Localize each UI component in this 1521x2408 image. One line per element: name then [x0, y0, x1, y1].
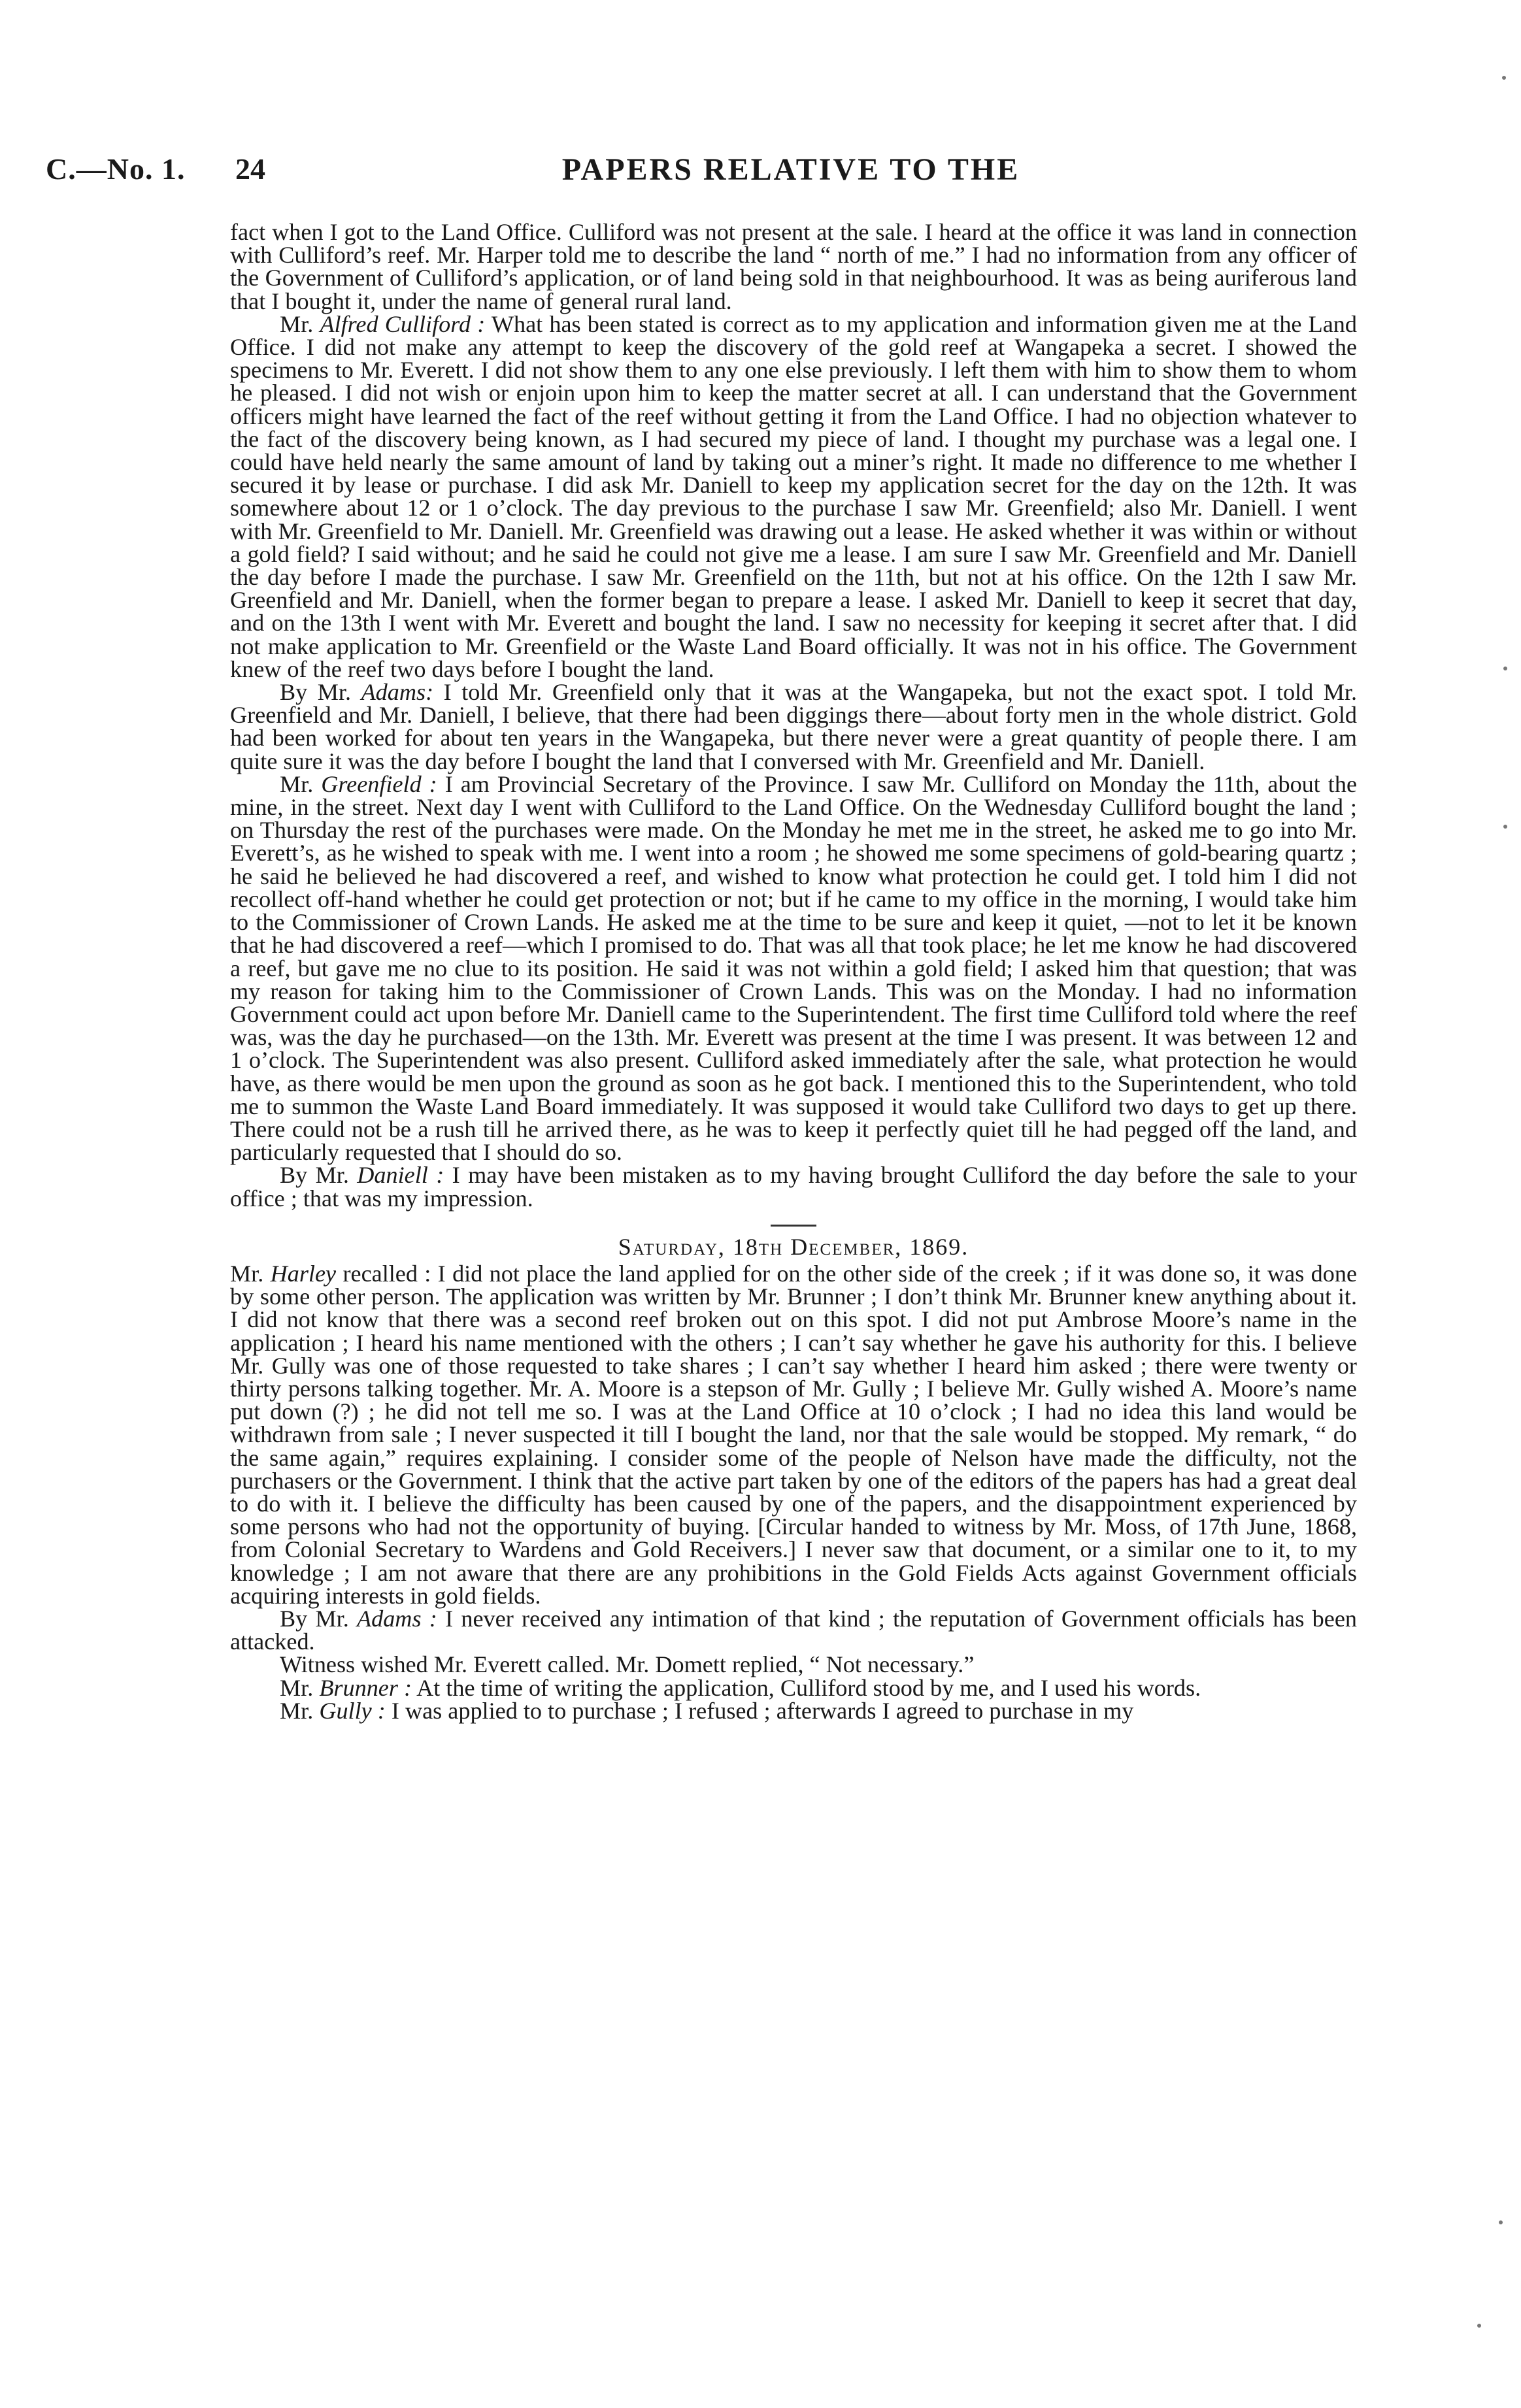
speaker-prefix: By Mr.: [280, 1605, 358, 1632]
paragraph: [230, 1164, 1357, 1210]
paragraph: [230, 681, 1357, 773]
speaker-prefix: Mr.: [280, 1697, 320, 1724]
scan-speck: [1499, 2220, 1503, 2224]
paragraph: [230, 310, 1357, 682]
paragraph-text: recalled : I did not place the land applied for on the other side of the creek ; if it was done so, it was done by some other person. The application was written by Mr. Brunner ; I don’t think Mr. Brunner knew anything about it. I did not know that there was a second reef broken out on this spot. I did not put Ambrose Moore’s name in the application ; I heard his name mentioned with the others ; I can’t say whether he gave his authority for this. I believe Mr. Gully was one of those requested to take shares ; I can’t say whether I heard him asked ; there were twenty or thirty persons talking together. Mr. A. Moore is a stepson of Mr. Gully ; I believe Mr. Gully wished A. Moore’s name put down (?) ; he did not tell me so. I was at the Land Office at 10 o’clock ; I had no idea this land would be withdrawn from sale ; I never suspected it till I bought the land, nor that the sale would be stopped. My remark, “ do the same again,” requires explaining. I consider some of the people of Nelson have made the difficulty, not the purchasers or the Government. I think that the active part taken by one of the editors of the papers has had a great deal to do with it. I believe the difficulty has been caused by one of the papers, and the disappointment experienced by some persons who had not the opportunity of buying. [Circular handed to witness by Mr. Moss, of 17th June, 1868, from Colonial Secretary to Wardens and Gold Receivers.] I never saw that document, or a similar one to it, to my knowledge ; I am not aware that there are any prohibitions in the Gold Fields Acts against Government officials acquiring interests in gold fields.: [230, 1260, 1357, 1609]
paragraph-text: I am Provincial Secretary of the Province. I saw Mr. Culliford on Monday the 11th, about the mine, in the street. Next day I went with Culliford to the Land Office. On the Wednesday Culliford bought the land ; on Thursday the rest of the purchases were made. On the Monday he met me in the street, he asked me to go into Mr. Everett’s, as he wished to speak with me. I went into a room ; he showed me some specimens of gold-bearing quartz ; he said he believed he had discovered a reef, and wished to know what protection he could get. I told him I did not recollect off-hand whether he could get protection or not; but if he came to my office in the morning, I would take him to the Commissioner of Crown Lands. He asked me at the time to be sure and keep it quiet, —not to let it be known that he had discovered a reef—which I promised to do. That was all that took place; he let me know he had discovered a reef, but gave me no clue to its position. He said it was not within a gold field; I asked him that question; that was my reason for taking him to the Commissioner of Crown Lands. This was on the Monday. I had no information Government could act upon before Mr. Daniell came to the Superintendent. The first time Culliford told where the reef was, was the day he purchased—on the 13th. Mr. Everett was present at the time I was present. It was between 12 and 1 o’clock. The Superintendent was also present. Culliford asked immediately after the sale, what protection he would have, as there would be men upon the ground as soon as he got back. I mentioned this to the Superintendent, who told me to summon the Waste Land Board immediately. It was supposed it would take Culliford two days to get up there. There could not be a rush till he arrived there, as he was to keep it perfectly quiet till he had pegged off the land, and particularly requested that I should do so.: [230, 770, 1358, 1166]
speaker-name: Brunner :: [319, 1674, 412, 1701]
section-divider: [771, 1225, 816, 1227]
scan-speck: [1477, 2324, 1481, 2328]
speaker-prefix: By Mr.: [280, 679, 361, 706]
speaker-prefix: Mr.: [280, 310, 320, 337]
paragraph-text: What has been stated is correct as to my application and information given me at the Land Office. I did not make any attempt to keep the discovery of the gold reef at Wangapeka a secret. I showed the specimens to Mr. Everett. I did not show them to any one else previously. I left them with him to show them to whom he pleased. I did not wish or enjoin upon him to keep the matter secret at all. I can understand that the Government officers might have learned the fact of the reef without getting it from the Land Office. I had no objection whatever to the fact of the discovery being known, as I had secured my piece of land. I thought my purchase was a legal one. I could have held nearly the same amount of land by taking out a miner’s right. It made no difference to me whether I secured it by lease or purchase. I did ask Mr. Daniell to keep my application secret for the day on the 12th. It was somewhere about 12 or 1 o’clock. The day previous to the purchase I saw Mr. Greenfield; also Mr. Daniell. I went with Mr. Greenfield to Mr. Daniell. Mr. Greenfield was drawing out a lease. He asked whether it was within or without a gold field? I said without; and he said he could not give me a lease. I am sure I saw Mr. Greenfield and Mr. Daniell the day before I made the purchase. I saw Mr. Greenfield on the 11th, but not at his office. On the 12th I saw Mr. Greenfield and Mr. Daniell, when the former began to prepare a lease. I asked Mr. Daniell to keep it secret that day, and on the 13th I went with Mr. Everett and bought the land. I saw no necessity for keeping it secret after that. I did not make application to Mr. Greenfield or the Waste Land Board officially. It was not in his office. The Government knew of the reef two days before I bought the land.: [230, 310, 1357, 682]
minutes-section-2: [230, 1262, 1357, 1723]
speaker-name: Daniell :: [357, 1162, 444, 1189]
paragraph-text: Witness wished Mr. Everett called. Mr. Domett replied, “ Not necessary.”: [280, 1651, 975, 1678]
speaker-prefix: By Mr.: [280, 1162, 358, 1189]
speaker-name: Harley: [270, 1260, 337, 1287]
date-heading: Saturday, 18th December, 1869.: [618, 1233, 969, 1260]
page-number: 24: [235, 152, 265, 186]
body-text: [230, 221, 1357, 1723]
paragraph: [230, 221, 1357, 313]
paragraph: [230, 1262, 1357, 1608]
speaker-name: Adams:: [361, 679, 434, 706]
speaker-prefix: Mr.: [280, 770, 322, 797]
scan-speck: [1503, 667, 1507, 670]
speaker-name: Greenfield :: [321, 770, 437, 797]
paragraph-text: I may have been mistaken as to my having brought Culliford the day before the sale to your office ; that was my impression.: [230, 1162, 1357, 1212]
minutes-section-1: [230, 221, 1357, 1210]
speaker-prefix: Mr.: [280, 1674, 320, 1701]
paragraph: [230, 1653, 1357, 1676]
document-reference: C.—No. 1.: [46, 152, 186, 186]
speaker-name: Alfred Culliford :: [320, 310, 486, 337]
paragraph: [230, 770, 1358, 1166]
paragraph: [230, 1697, 1357, 1724]
speaker-name: Gully :: [319, 1697, 386, 1724]
paragraph-text: fact when I got to the Land Office. Culliford was not present at the sale. I heard at the office it was land in connection with Culliford’s reef. Mr. Harper told me to describe the land “ north of me.” I had no information from any officer of the Government of Culliford’s application, or of land being sold in that neighbourhood. It was as being auriferous land that I bought it, under the name of general rural land.: [230, 219, 1357, 314]
speaker-name: Adams :: [357, 1605, 437, 1632]
scan-speck: [1502, 76, 1506, 80]
scan-speck: [1503, 825, 1507, 829]
paragraph-text: I never received any intimation of that kind ; the reputation of Government officials has been attacked.: [230, 1605, 1357, 1655]
paragraph-text: I told Mr. Greenfield only that it was at the Wangapeka, but not the exact spot. I told Mr. Greenfield and Mr. Daniell, I believe, that there had been diggings there—about forty men in the whole district. Gold had been worked for about ten years in the Wangapeka, but there never were a great quantity of people there. I am quite sure it was the day before I bought the land that I conversed with Mr. Greenfield and Mr. Daniell.: [230, 679, 1357, 774]
paragraph: [230, 1674, 1357, 1701]
paragraph: [230, 1605, 1357, 1655]
running-title: PAPERS RELATIVE TO THE: [561, 152, 1020, 187]
speaker-prefix: Mr.: [230, 1260, 271, 1287]
paragraph-text: I was applied to to purchase ; I refused ; afterwards I agreed to purchase in my: [385, 1697, 1134, 1724]
paragraph-text: At the time of writing the application, Culliford stood by me, and I used his words.: [412, 1674, 1201, 1701]
